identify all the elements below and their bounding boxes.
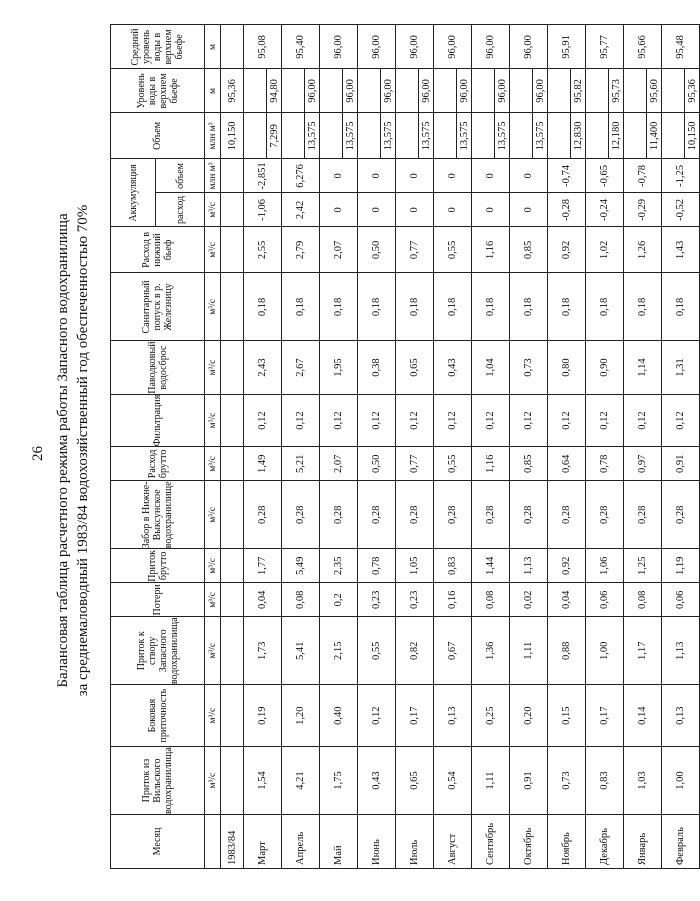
month-cell: Май [320, 815, 358, 869]
month-cell: Сентябрь [472, 815, 510, 869]
header-filtration: Фильтрация [111, 394, 205, 447]
avg-level-cell: 96,00 [434, 25, 472, 69]
value-cell: 0,08 [472, 583, 510, 617]
level-spacer [396, 69, 419, 113]
unit-cell: м³/с [205, 193, 221, 227]
balance-table [110, 24, 700, 869]
value-cell: 0 [396, 159, 434, 193]
value-cell: 0,77 [396, 447, 434, 481]
value-cell: 1,44 [472, 549, 510, 583]
volume-spacer [586, 113, 609, 159]
empty-cell [221, 747, 244, 815]
value-cell: 1,00 [586, 617, 624, 685]
value-cell: 2,35 [320, 549, 358, 583]
empty-cell [221, 193, 244, 227]
value-cell: 0,28 [624, 481, 662, 549]
value-cell: 0,50 [358, 227, 396, 273]
value-cell: -0,74 [548, 159, 586, 193]
value-cell: 0,23 [358, 583, 396, 617]
value-cell: 0,83 [434, 549, 472, 583]
value-cell: 1,20 [282, 685, 320, 747]
month-cell: Август [434, 815, 472, 869]
value-cell: 0,50 [358, 447, 396, 481]
value-cell: 0,28 [586, 481, 624, 549]
value-cell: 0,18 [586, 273, 624, 341]
volume-spacer [244, 113, 267, 159]
value-cell: 2,42 [282, 193, 320, 227]
value-cell: 1,00 [662, 747, 700, 815]
unit-cell: млн м³ [205, 113, 221, 159]
empty-cell [221, 447, 244, 481]
value-cell: 0,65 [396, 341, 434, 394]
month-cell: Февраль [662, 815, 700, 869]
value-cell: 0,92 [548, 227, 586, 273]
value-cell: 0,17 [586, 685, 624, 747]
avg-level-cell: 96,00 [472, 25, 510, 69]
value-cell: 0,28 [396, 481, 434, 549]
value-cell: 0,92 [548, 549, 586, 583]
value-cell: -2,851 [244, 159, 282, 193]
value-cell: 0,90 [586, 341, 624, 394]
value-cell: 1,16 [472, 447, 510, 481]
value-cell: -0,52 [662, 193, 700, 227]
value-cell: 0,28 [434, 481, 472, 549]
value-cell: 0,18 [396, 273, 434, 341]
header-accumulation: Аккумуляция [111, 159, 156, 227]
empty-cell [221, 273, 244, 341]
value-cell: 0,12 [624, 394, 662, 447]
value-cell: 0,08 [624, 583, 662, 617]
level-cell: 96,00 [533, 69, 548, 113]
unit-cell: м³/с [205, 447, 221, 481]
value-cell: 0,55 [358, 617, 396, 685]
level-cell: 96,00 [495, 69, 510, 113]
value-cell: 0,78 [586, 447, 624, 481]
volume-cell: 13,575 [533, 113, 548, 159]
avg-level-cell: 95,48 [662, 25, 700, 69]
volume-cell: 13,575 [343, 113, 358, 159]
value-cell: 0,28 [358, 481, 396, 549]
month-cell: Октябрь [510, 815, 548, 869]
unit-cell: м³/с [205, 583, 221, 617]
value-cell: 0,85 [510, 447, 548, 481]
value-cell: 0,18 [624, 273, 662, 341]
value-cell: 0,80 [548, 341, 586, 394]
empty-cell [221, 341, 244, 394]
value-cell: 0,18 [434, 273, 472, 341]
header-outflow-brutto: Расход брутто [111, 447, 205, 481]
header-sanitary: Санитарный попуск в р. Железницу [111, 273, 205, 341]
level-spacer [624, 69, 647, 113]
header-withdrawal: Забор в Нижне-Выксунское водохранилище [111, 481, 205, 549]
volume-cell: 12,830 [571, 113, 586, 159]
unit-cell-month [205, 815, 221, 869]
value-cell: 1,13 [662, 617, 700, 685]
level-spacer [434, 69, 457, 113]
page-number: 26 [30, 446, 46, 461]
level-cell: 96,00 [305, 69, 320, 113]
value-cell: 2,15 [320, 617, 358, 685]
value-cell: 1,14 [624, 341, 662, 394]
value-cell: 0,18 [320, 273, 358, 341]
empty-cell [221, 685, 244, 747]
value-cell: 1,03 [624, 747, 662, 815]
avg-level-cell: 96,00 [320, 25, 358, 69]
unit-cell: м³/с [205, 273, 221, 341]
value-cell: 0,06 [586, 583, 624, 617]
empty-cell [221, 481, 244, 549]
table-row [320, 25, 343, 869]
table-row [244, 25, 267, 869]
value-cell: 1,25 [624, 549, 662, 583]
value-cell: 5,49 [282, 549, 320, 583]
level-cell: 95,36 [221, 69, 244, 113]
value-cell: 0,12 [320, 394, 358, 447]
value-cell: 1,05 [396, 549, 434, 583]
value-cell: 0,65 [396, 747, 434, 815]
value-cell: 1,77 [244, 549, 282, 583]
month-cell: Март [244, 815, 282, 869]
unit-cell: м³/с [205, 747, 221, 815]
header-inflow-zapasnoe: Приток к створу Запасного водохранилища [111, 617, 205, 685]
value-cell: 0 [358, 159, 396, 193]
value-cell: 0,18 [548, 273, 586, 341]
value-cell: 0,19 [244, 685, 282, 747]
header-outflow-lower: Расход в нижний бьеф [111, 227, 205, 273]
level-spacer [244, 69, 267, 113]
empty-cell [221, 549, 244, 583]
value-cell: 0,83 [586, 747, 624, 815]
volume-spacer [320, 113, 343, 159]
unit-cell: м³/с [205, 341, 221, 394]
value-cell: 0,15 [548, 685, 586, 747]
value-cell: 0,12 [434, 394, 472, 447]
header-volume: Объем [111, 113, 205, 159]
value-cell: -0,65 [586, 159, 624, 193]
value-cell: 2,07 [320, 227, 358, 273]
value-cell: 1,36 [472, 617, 510, 685]
empty-cell [221, 617, 244, 685]
value-cell: 1,11 [510, 617, 548, 685]
avg-level-cell: 95,08 [244, 25, 282, 69]
level-cell: 96,00 [343, 69, 358, 113]
value-cell: -1,25 [662, 159, 700, 193]
value-cell: 0,18 [244, 273, 282, 341]
header-level: Уровень воды в верхнем бьефе [111, 69, 205, 113]
value-cell: 0,38 [358, 341, 396, 394]
value-cell: 0,18 [510, 273, 548, 341]
unit-cell: м³/с [205, 549, 221, 583]
value-cell: 0,91 [662, 447, 700, 481]
value-cell: 1,43 [662, 227, 700, 273]
volume-spacer [624, 113, 647, 159]
value-cell: 1,19 [662, 549, 700, 583]
table-row [624, 25, 647, 869]
value-cell: 0,18 [358, 273, 396, 341]
month-cell: Апрель [282, 815, 320, 869]
value-cell: 0,64 [548, 447, 586, 481]
value-cell: 0,20 [510, 685, 548, 747]
header-acc-flow: расход [156, 193, 205, 227]
volume-spacer [396, 113, 419, 159]
table-row [548, 25, 571, 869]
unit-cell: м³/с [205, 394, 221, 447]
month-cell: Январь [624, 815, 662, 869]
value-cell: 0,73 [510, 341, 548, 394]
volume-spacer [510, 113, 533, 159]
unit-cell: м [205, 69, 221, 113]
unit-cell: млн м³ [205, 159, 221, 193]
value-cell: 0,54 [434, 747, 472, 815]
volume-cell: 13,575 [381, 113, 396, 159]
value-cell: 1,06 [586, 549, 624, 583]
value-cell: 0,23 [396, 583, 434, 617]
table-row [510, 25, 533, 869]
level-spacer [510, 69, 533, 113]
header-avg-level: Средний уровень воды в верхнем бьефе [111, 25, 205, 69]
value-cell: 0 [434, 159, 472, 193]
value-cell: 0,13 [662, 685, 700, 747]
value-cell: 0,17 [396, 685, 434, 747]
value-cell: 0,28 [510, 481, 548, 549]
value-cell: 0,28 [282, 481, 320, 549]
value-cell: 5,41 [282, 617, 320, 685]
value-cell: 0,12 [358, 685, 396, 747]
value-cell: 0,25 [472, 685, 510, 747]
volume-cell: 13,575 [495, 113, 510, 159]
header-inflow-vilsky: Приток из Вильского водохранилища [111, 747, 205, 815]
value-cell: -0,78 [624, 159, 662, 193]
header-losses: Потери [111, 583, 205, 617]
header-inflow-brutto: Приток брутто [111, 549, 205, 583]
value-cell: 0,28 [662, 481, 700, 549]
header-acc-volume: объем [156, 159, 205, 193]
value-cell: 0,12 [282, 394, 320, 447]
table-title-line-1: Балансовая таблица расчетного режима работы Запасного водохранилища [55, 213, 71, 688]
unit-cell: м³/с [205, 685, 221, 747]
value-cell: 0,28 [244, 481, 282, 549]
value-cell: 1,95 [320, 341, 358, 394]
volume-cell: 13,575 [419, 113, 434, 159]
value-cell: 0,14 [624, 685, 662, 747]
value-cell: 0,97 [624, 447, 662, 481]
value-cell: -1,06 [244, 193, 282, 227]
value-cell: 0,12 [510, 394, 548, 447]
value-cell: 0,12 [662, 394, 700, 447]
value-cell: 5,21 [282, 447, 320, 481]
value-cell: 2,55 [244, 227, 282, 273]
table-row [434, 25, 457, 869]
value-cell: 0,28 [548, 481, 586, 549]
value-cell: -0,29 [624, 193, 662, 227]
value-cell: 1,02 [586, 227, 624, 273]
value-cell: 2,07 [320, 447, 358, 481]
table-title-line-2: за среднемаловодный 1983/84 водохозяйственный год обеспеченностью 70% [75, 204, 91, 697]
empty-cell [221, 159, 244, 193]
value-cell: 0 [320, 193, 358, 227]
value-cell: 0,12 [586, 394, 624, 447]
volume-spacer [472, 113, 495, 159]
table-row [472, 25, 495, 869]
value-cell: 0,82 [396, 617, 434, 685]
value-cell: 0 [396, 193, 434, 227]
value-cell: 1,17 [624, 617, 662, 685]
value-cell: 0 [434, 193, 472, 227]
month-cell: Июль [396, 815, 434, 869]
volume-spacer [434, 113, 457, 159]
avg-level-cell: 95,91 [548, 25, 586, 69]
unit-cell: м³/с [205, 227, 221, 273]
value-cell: 1,31 [662, 341, 700, 394]
level-cell: 95,82 [571, 69, 586, 113]
value-cell: 1,26 [624, 227, 662, 273]
units-row [205, 25, 221, 869]
header-spillway: Паводковый водосброс [111, 341, 205, 394]
value-cell: 0,06 [662, 583, 700, 617]
level-cell: 96,00 [419, 69, 434, 113]
level-spacer [472, 69, 495, 113]
level-spacer [548, 69, 571, 113]
value-cell: 0,18 [472, 273, 510, 341]
value-cell: 0,67 [434, 617, 472, 685]
value-cell: -0,24 [586, 193, 624, 227]
header-month: Месяц [111, 815, 205, 869]
volume-cell: 13,575 [305, 113, 320, 159]
volume-cell: 11,400 [647, 113, 662, 159]
value-cell: 0,88 [548, 617, 586, 685]
value-cell: 1,75 [320, 747, 358, 815]
value-cell: 1,54 [244, 747, 282, 815]
volume-cell: 12,180 [609, 113, 624, 159]
value-cell: 0,77 [396, 227, 434, 273]
year-label: 1983/84 [221, 815, 244, 869]
value-cell: 6,276 [282, 159, 320, 193]
value-cell: 0,78 [358, 549, 396, 583]
unit-cell: м³/с [205, 617, 221, 685]
empty-cell [221, 583, 244, 617]
empty-cell [221, 394, 244, 447]
avg-level-cell: 95,77 [586, 25, 624, 69]
value-cell: 0 [510, 159, 548, 193]
value-cell: 0,13 [434, 685, 472, 747]
value-cell: 0,91 [510, 747, 548, 815]
value-cell: 2,79 [282, 227, 320, 273]
unit-cell: м [205, 25, 221, 69]
month-cell: Июнь [358, 815, 396, 869]
unit-cell: м³/с [205, 481, 221, 549]
value-cell: 0 [510, 193, 548, 227]
volume-cell: 13,575 [457, 113, 472, 159]
level-cell: 95,60 [647, 69, 662, 113]
level-spacer [320, 69, 343, 113]
avg-level-cell: 96,00 [396, 25, 434, 69]
value-cell: 1,04 [472, 341, 510, 394]
value-cell: 0,12 [396, 394, 434, 447]
value-cell: 0,40 [320, 685, 358, 747]
value-cell: 0,43 [358, 747, 396, 815]
table-row [662, 25, 685, 869]
value-cell: 0,12 [244, 394, 282, 447]
level-cell: 95,36 [685, 69, 700, 113]
value-cell: 0,28 [320, 481, 358, 549]
avg-level-cell [221, 25, 244, 69]
value-cell: 0 [358, 193, 396, 227]
avg-level-cell: 95,40 [282, 25, 320, 69]
value-cell: 0,04 [548, 583, 586, 617]
value-cell: 0 [472, 159, 510, 193]
month-cell: Декабрь [586, 815, 624, 869]
level-cell: 94,80 [267, 69, 282, 113]
value-cell: 0,55 [434, 447, 472, 481]
value-cell: 0 [472, 193, 510, 227]
table-row [358, 25, 381, 869]
volume-spacer [662, 113, 685, 159]
value-cell: 1,73 [244, 617, 282, 685]
avg-level-cell: 96,00 [510, 25, 548, 69]
empty-cell [221, 227, 244, 273]
avg-level-cell: 95,66 [624, 25, 662, 69]
value-cell: 0,18 [282, 273, 320, 341]
value-cell: 0,85 [510, 227, 548, 273]
value-cell: 0,18 [662, 273, 700, 341]
volume-cell: 10,150 [221, 113, 244, 159]
volume-spacer [282, 113, 305, 159]
value-cell: 0,08 [282, 583, 320, 617]
level-spacer [586, 69, 609, 113]
level-spacer [358, 69, 381, 113]
volume-cell: 7,299 [267, 113, 282, 159]
value-cell: 0,16 [434, 583, 472, 617]
avg-level-cell: 96,00 [358, 25, 396, 69]
table-row [586, 25, 609, 869]
header-lateral-inflow: Боковая приточность [111, 685, 205, 747]
value-cell: 1,13 [510, 549, 548, 583]
level-spacer [662, 69, 685, 113]
value-cell: 0 [320, 159, 358, 193]
value-cell: 0,73 [548, 747, 586, 815]
volume-spacer [358, 113, 381, 159]
value-cell: 4,21 [282, 747, 320, 815]
value-cell: 0,55 [434, 227, 472, 273]
level-spacer [282, 69, 305, 113]
level-cell: 96,00 [381, 69, 396, 113]
value-cell: 1,49 [244, 447, 282, 481]
month-cell: Ноябрь [548, 815, 586, 869]
value-cell: 2,67 [282, 341, 320, 394]
value-cell: 0,2 [320, 583, 358, 617]
value-cell: -0,28 [548, 193, 586, 227]
value-cell: 0,12 [358, 394, 396, 447]
value-cell: 0,28 [472, 481, 510, 549]
value-cell: 0,12 [472, 394, 510, 447]
value-cell: 1,16 [472, 227, 510, 273]
level-cell: 95,73 [609, 69, 624, 113]
volume-spacer [548, 113, 571, 159]
value-cell: 0,43 [434, 341, 472, 394]
value-cell: 0,04 [244, 583, 282, 617]
year-row [221, 25, 244, 869]
value-cell: 0,12 [548, 394, 586, 447]
value-cell: 2,43 [244, 341, 282, 394]
value-cell: 1,11 [472, 747, 510, 815]
value-cell: 0,02 [510, 583, 548, 617]
table-row [282, 25, 305, 869]
table-row [396, 25, 419, 869]
volume-cell: 10,150 [685, 113, 700, 159]
level-cell: 96,00 [457, 69, 472, 113]
